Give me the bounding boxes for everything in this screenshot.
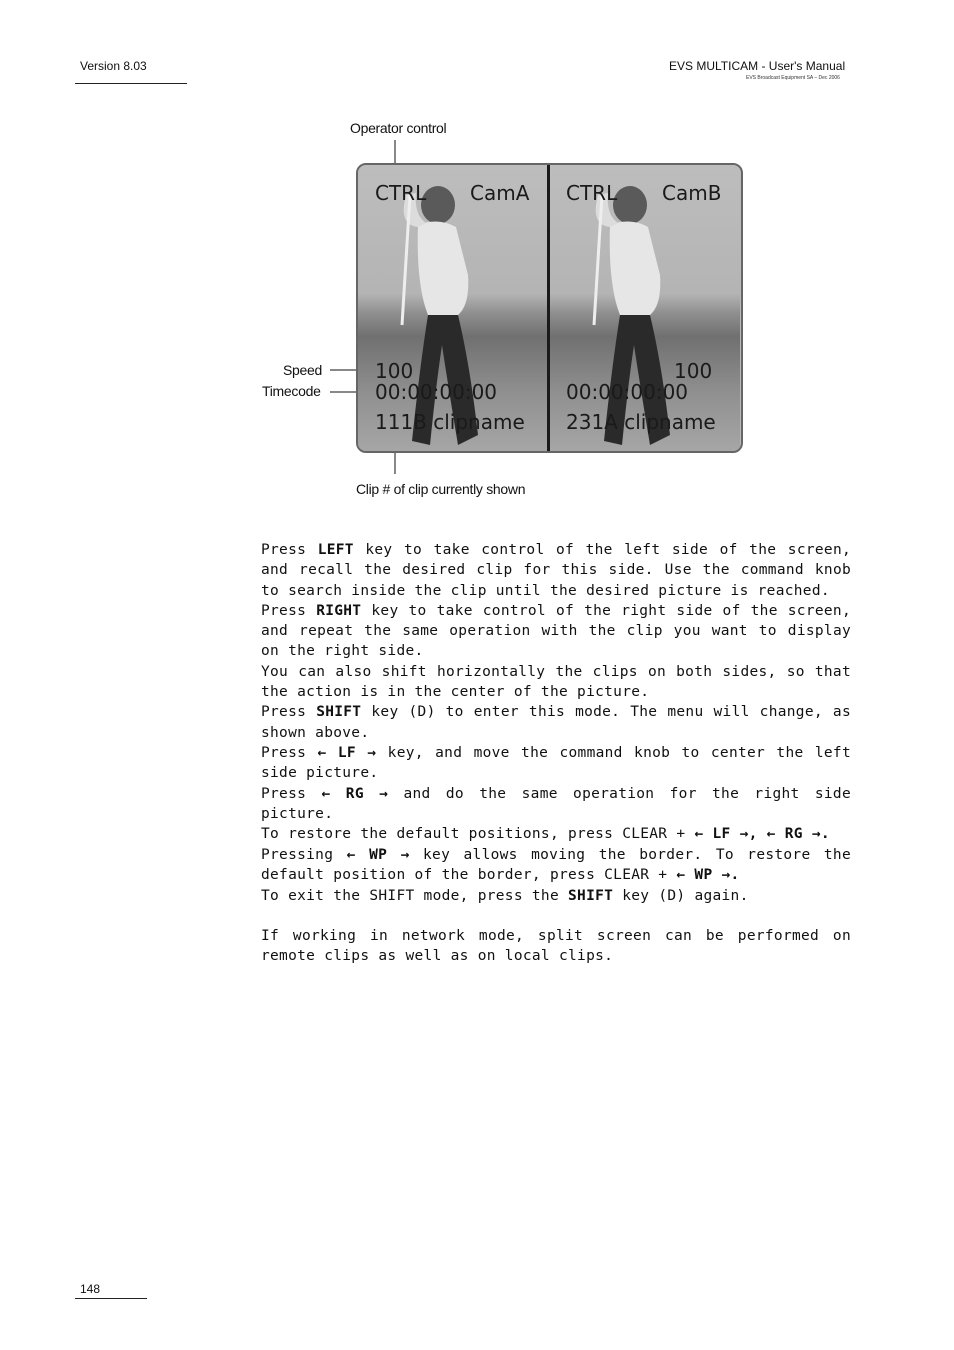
left-timecode: 00:00:00:00 [375, 380, 498, 404]
paragraph-restore-positions: To restore the default positions, press CLEAR + ← LF →, ← RG →. [261, 826, 830, 843]
paragraph-right-key: Press RIGHT key to take control of the right side of the screen, and repeat the same operation with the clip you want to display on the right side. [261, 602, 851, 660]
clip-label: Clip # of clip currently shown [356, 481, 526, 497]
left-panel [358, 165, 548, 451]
page-number: 148 [80, 1282, 101, 1296]
left-ctrl: CTRL [375, 181, 427, 205]
instructions-block-3 [261, 926, 851, 967]
key-right: RIGHT [316, 602, 362, 619]
paragraph-rg-key: Press ← RG → and do the same operation for the right side picture. [261, 785, 851, 822]
key-wp-restore: ← WP →. [676, 867, 740, 884]
right-timecode: 00:00:00:00 [566, 380, 689, 404]
right-cam: CamB [662, 181, 722, 205]
golfer-image [550, 165, 740, 451]
company-line: EVS Broadcast Equipment SA – Dec 2006 [746, 75, 840, 81]
key-left: LEFT [317, 542, 354, 558]
split-screen-figure [356, 163, 743, 453]
right-clip: 231A clipname [566, 410, 716, 434]
speed-label: Speed [283, 362, 322, 378]
instructions-block-2 [261, 845, 851, 906]
paragraph-shift-key: Press SHIFT key (D) to enter this mode. The menu will change, as shown above. [261, 704, 851, 741]
paragraph-shift-info: You can also shift horizontally the clips on both sides, so that the action is in the center of the picture. [261, 663, 851, 701]
key-shift-exit: SHIFT [568, 887, 614, 904]
left-speed: 100 [375, 359, 414, 383]
footer-rule [75, 1298, 147, 1299]
paragraph-left-key: Press LEFT key to take control of the left side of the screen, and recall the desired clip for this side. Use the command knob to search inside the clip until the desired picture is reached. [261, 542, 852, 599]
operator-control-label: Operator control [350, 120, 447, 136]
right-ctrl: CTRL [566, 181, 618, 205]
version-label: Version 8.03 [80, 59, 147, 73]
paragraph-lf-key: Press ← LF → key, and move the command knob to center the left side picture. [261, 744, 851, 782]
right-panel [550, 165, 740, 451]
key-lf: ← LF → [317, 744, 377, 761]
golfer-image [358, 165, 548, 451]
key-wp: ← WP → [346, 847, 410, 863]
key-lf-rg: ← LF →, ← RG →. [694, 826, 830, 843]
paragraph-exit-shift: To exit the SHIFT mode, press the SHIFT key (D) again. [261, 887, 749, 904]
instructions-block-1 [261, 540, 851, 844]
left-clip: 111B clipname [375, 410, 525, 434]
paragraph-network-mode: If working in network mode, split screen can be performed on remote clips as well as on local clips. [261, 928, 851, 965]
timecode-label: Timecode [262, 383, 321, 399]
manual-title: EVS MULTICAM - User's Manual [669, 59, 846, 73]
key-shift: SHIFT [316, 704, 362, 721]
right-speed: 100 [674, 359, 713, 383]
left-cam: CamA [470, 181, 530, 205]
key-rg: ← RG → [321, 785, 389, 802]
paragraph-wp-key: Pressing ← WP → key allows moving the border. To restore the default position of the border, press CLEAR + ← WP →. [261, 847, 851, 884]
